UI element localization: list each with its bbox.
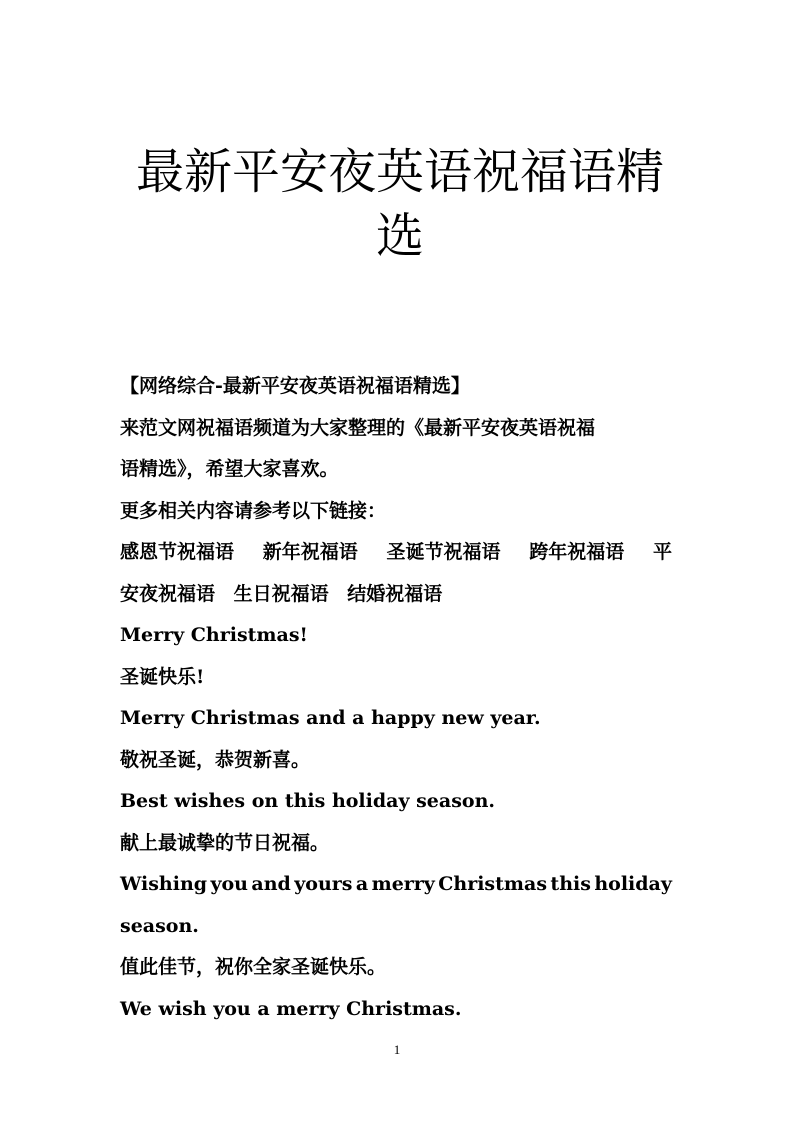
link-christmas[interactable]: 圣诞节祝福语 [386, 541, 501, 563]
greeting-en-4-line-2: season. [120, 914, 199, 937]
word: a [355, 873, 369, 895]
greeting-en-5: We wish you a merry Christmas. [120, 997, 462, 1020]
page-number: 1 [393, 1042, 401, 1057]
word: Christmas [438, 873, 548, 895]
link-birthday[interactable]: 生日祝福语 [233, 582, 329, 605]
word: Wishing [120, 873, 208, 895]
links-row-2 [120, 574, 672, 616]
greeting-zh-3: 献上最诚挚的节日祝福。 [120, 831, 330, 854]
greeting-en-1: Merry Christmas! [120, 624, 308, 646]
link-cross-year[interactable]: 跨年祝福语 [529, 541, 625, 563]
word: and [251, 873, 291, 895]
word: yours [294, 873, 353, 895]
greeting-en-3: Best wishes on this holiday season. [120, 790, 496, 812]
word: merry [371, 873, 435, 895]
link-wedding[interactable]: 结婚祝福语 [347, 582, 443, 605]
greeting-en-2: Merry Christmas and a happy new year. [120, 707, 541, 729]
more-links-label: 更多相关内容请参考以下链接： [120, 499, 387, 522]
link-christmas-eve-part1[interactable]: 平 [652, 541, 672, 563]
page-title: 最新平安夜英语祝福语精选 [135, 144, 664, 264]
word: this [550, 873, 591, 895]
links-row-1 [120, 532, 672, 574]
greeting-zh-1: 圣诞快乐! [120, 665, 205, 688]
link-christmas-eve-part2[interactable]: 安夜祝福语 [120, 582, 216, 605]
greeting-zh-2: 敬祝圣诞，恭贺新喜。 [120, 748, 311, 771]
greeting-zh-4: 值此佳节，祝你全家圣诞快乐。 [120, 956, 387, 978]
word: holiday [594, 873, 672, 895]
link-thanksgiving[interactable]: 感恩节祝福语 [120, 541, 235, 563]
document-body [120, 366, 672, 1030]
intro-line-2: 语精选》，希望大家喜欢。 [120, 458, 339, 480]
word: you [210, 873, 248, 895]
greeting-en-4-line-1 [120, 864, 672, 906]
link-new-year[interactable]: 新年祝福语 [262, 541, 358, 563]
intro-line-1: 来范文网祝福语频道为大家整理的《最新平安夜英语祝福 [120, 416, 596, 439]
header-tag: 【网络综合-最新平安夜英语祝福语精选】 [120, 375, 470, 397]
